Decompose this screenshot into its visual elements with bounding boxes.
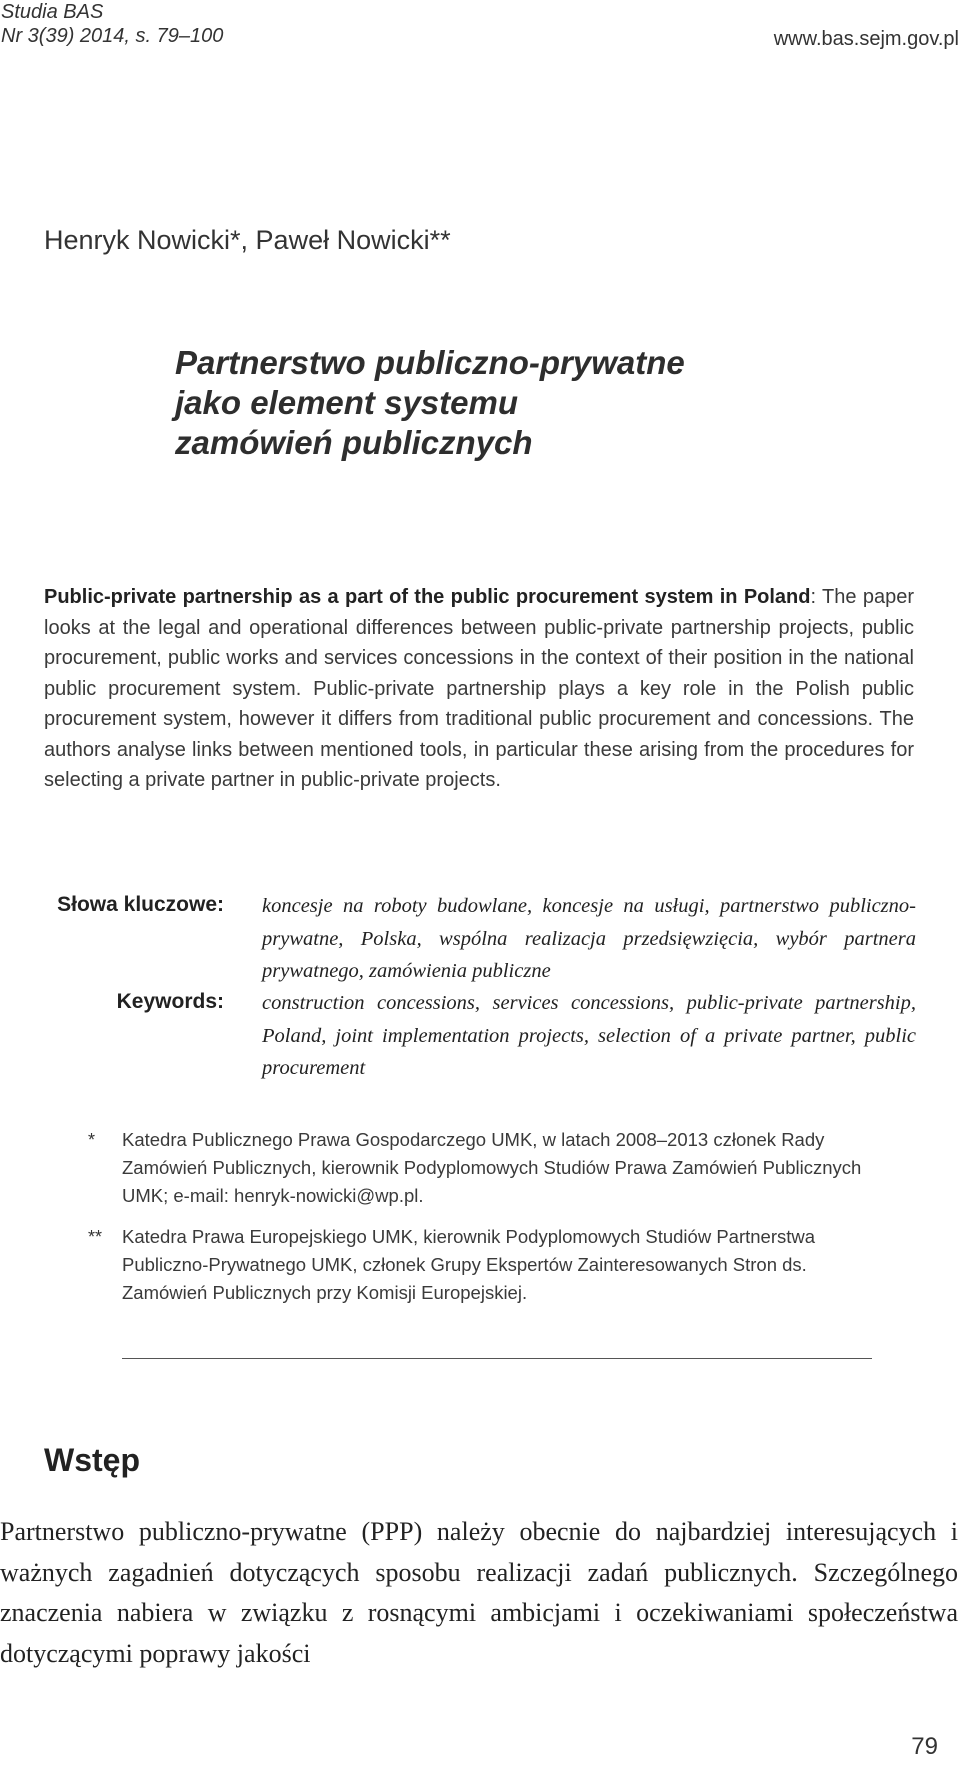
authors: Henryk Nowicki*, Paweł Nowicki**	[44, 225, 451, 255]
keywords-pl-label: Słowa kluczowe:	[57, 893, 224, 916]
keywords-en-label: Keywords:	[116, 990, 224, 1013]
footnote-1-text: Katedra Publicznego Prawa Gospodarczego UMK, w latach 2008–2013 członek Rady Zamówień Publicznych, kierownik Podyplomowych Studiów Prawa Zamówień Publicznych UMK; e-mail: henryk-nowicki@wp.pl.	[122, 1129, 862, 1206]
footnote-1-mark: *	[88, 1130, 96, 1150]
section-heading: Wstęp	[44, 1442, 140, 1478]
keywords-en-text: construction concessions, services concessions, public-private partnership, Poland, joint implementation projects, selection of a private partner, public procurement	[262, 992, 916, 1079]
footnote-2-text: Katedra Prawa Europejskiego UMK, kierownik Podyplomowych Studiów Partnerstwa Publiczno-Prywatnego UMK, członek Grupy Ekspertów Zainteresowanych Stron ds. Zamówień Publicznych przy Komisji Europejskiej.	[122, 1226, 816, 1303]
page-number: 79	[911, 1733, 938, 1760]
abstract	[44, 582, 914, 796]
body-paragraph: Partnerstwo publiczno-prywatne (PPP) należy obecnie do najbardziej interesujących i ważnych zagadnień dotyczących sposobu realizacji zadań publicznych. Szczególnego znaczenia nabiera w związku z rosnącymi ambicjami i oczekiwaniami społeczeństwa dotyczącymi poprawy jakości	[0, 1517, 958, 1668]
abstract-text: : The paper looks at the legal and operational differences between public-private partnership projects, public procurement, public works and services concessions in the context of their position in the national public procurement system. Public-private partnership plays a key role in the Polish public procurement system, however it differs from traditional public procurement and concessions. The authors analyse links between mentioned tools, in particular these arising from the procedures for selecting a private partner in public-private projects.	[44, 586, 914, 791]
article-title	[175, 343, 685, 463]
journal-header	[1, 0, 223, 48]
title-line-2: jako element systemu	[175, 384, 518, 421]
title-line-1: Partnerstwo publiczno-prywatne	[175, 344, 685, 381]
footnote-2-mark: **	[88, 1227, 103, 1247]
footnote-divider	[122, 1358, 872, 1359]
journal-name: Studia BAS	[1, 1, 104, 23]
title-line-3: zamówień publicznych	[175, 424, 533, 461]
journal-issue: Nr 3(39) 2014, s. 79–100	[1, 25, 224, 47]
abstract-lead: Public-private partnership as a part of the public procurement system in Poland	[44, 586, 811, 608]
journal-url[interactable]: www.bas.sejm.gov.pl	[773, 28, 959, 50]
keywords-pl-text: koncesje na roboty budowlane, koncesje na usługi, partnerstwo publiczno-prywatne, Polska, wspólna realizacja przedsięwzięcia, wybór partnera prywatnego, zamówienia publiczne	[262, 895, 916, 982]
